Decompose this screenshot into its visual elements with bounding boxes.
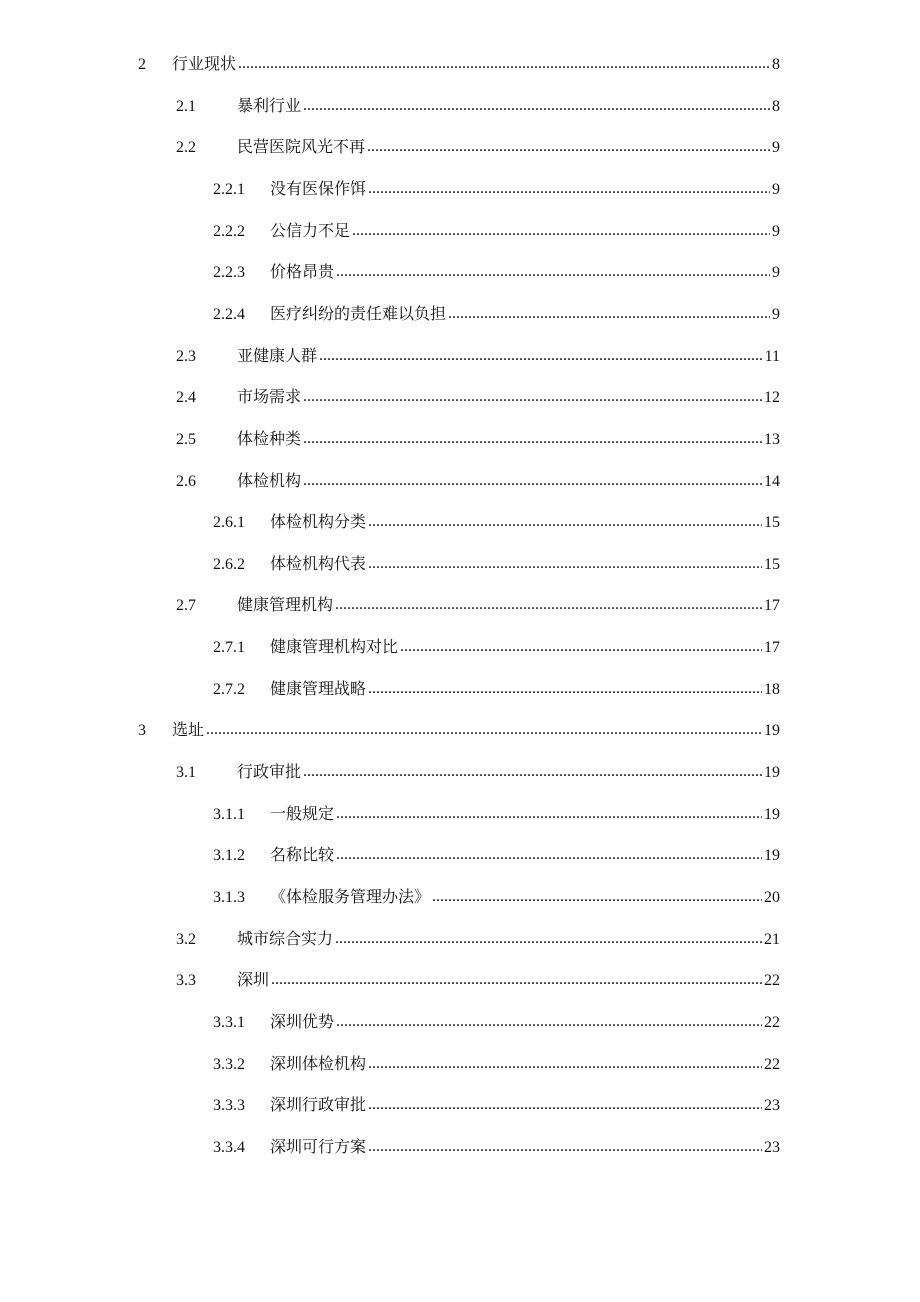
toc-entry-page-number: 9 — [772, 264, 780, 281]
toc-entry-number: 2.7 — [176, 597, 196, 614]
toc-entry[interactable] — [213, 1051, 780, 1079]
toc-entry[interactable] — [213, 676, 780, 704]
toc-entry-number: 3.1.1 — [213, 806, 245, 823]
toc-entry-number: 2.5 — [176, 431, 196, 448]
toc-entry-title: 民营医院风光不再 — [237, 139, 366, 156]
toc-entry-page-number: 19 — [764, 722, 780, 739]
toc-dot-leader — [303, 425, 762, 453]
toc-entry-page-number: 14 — [764, 473, 780, 490]
toc-entry-number: 2.2.4 — [213, 306, 245, 323]
toc-dot-leader — [271, 966, 762, 994]
toc-entry[interactable] — [176, 759, 780, 787]
toc-entry-title: 深圳行政审批 — [270, 1097, 367, 1114]
toc-entry-title: 公信力不足 — [270, 223, 351, 240]
toc-entry-page-number: 19 — [764, 847, 780, 864]
toc-entry-page-number: 8 — [772, 98, 780, 115]
toc-entry-number: 2.2.2 — [213, 223, 245, 240]
toc-entry[interactable] — [213, 1009, 780, 1037]
toc-entry-title: 健康管理机构对比 — [270, 639, 399, 656]
toc-entry-title: 暴利行业 — [237, 98, 302, 115]
toc-entry-title: 城市综合实力 — [237, 931, 334, 948]
toc-entry-number: 2.6.1 — [213, 514, 245, 531]
toc-entry-page-number: 8 — [772, 56, 780, 73]
toc-entry-number: 2 — [138, 56, 146, 73]
toc-entry-number: 2.2.3 — [213, 264, 245, 281]
toc-entry-page-number: 13 — [764, 431, 780, 448]
toc-entry-number: 2.7.2 — [213, 681, 245, 698]
toc-entry[interactable] — [138, 717, 780, 745]
toc-dot-leader — [368, 175, 770, 203]
toc-entry[interactable] — [176, 426, 780, 454]
toc-entry-title: 选址 — [172, 722, 205, 739]
toc-entry-page-number: 9 — [772, 306, 780, 323]
toc-entry[interactable] — [213, 1134, 780, 1162]
toc-dot-leader — [336, 800, 762, 828]
toc-dot-leader — [368, 1050, 762, 1078]
toc-entry-page-number: 15 — [764, 514, 780, 531]
toc-dot-leader — [400, 633, 762, 661]
toc-dot-leader — [336, 258, 770, 286]
toc-entry-number: 3.1.3 — [213, 889, 245, 906]
toc-entry-title: 市场需求 — [237, 389, 302, 406]
toc-entry[interactable] — [176, 592, 780, 620]
toc-entry-page-number: 12 — [764, 389, 780, 406]
toc-entry-title: 深圳体检机构 — [270, 1056, 367, 1073]
toc-entry[interactable] — [213, 301, 780, 329]
toc-entry-page-number: 23 — [764, 1139, 780, 1156]
toc-dot-leader — [336, 841, 762, 869]
toc-entry-page-number: 17 — [764, 597, 780, 614]
toc-dot-leader — [335, 591, 762, 619]
toc-entry[interactable] — [213, 1092, 780, 1120]
toc-dot-leader — [367, 133, 770, 161]
toc-entry-number: 3.3 — [176, 972, 196, 989]
toc-entry[interactable] — [213, 551, 780, 579]
toc-entry[interactable] — [213, 509, 780, 537]
toc-entry[interactable] — [176, 468, 780, 496]
toc-dot-leader — [238, 50, 770, 78]
toc-entry-title: 健康管理战略 — [270, 681, 367, 698]
toc-entry-title: 体检机构分类 — [270, 514, 367, 531]
toc-dot-leader — [303, 467, 762, 495]
toc-dot-leader — [352, 217, 770, 245]
toc-entry-title: 深圳 — [237, 972, 270, 989]
toc-entry[interactable] — [213, 634, 780, 662]
toc-dot-leader — [368, 1133, 762, 1161]
toc-entry-number: 3.1.2 — [213, 847, 245, 864]
toc-entry[interactable] — [176, 384, 780, 412]
toc-entry[interactable] — [213, 842, 780, 870]
toc-entry-page-number: 15 — [764, 556, 780, 573]
toc-entry[interactable] — [176, 343, 780, 371]
toc-entry-number: 2.6 — [176, 473, 196, 490]
toc-entry-page-number: 11 — [764, 348, 780, 365]
toc-entry-number: 3 — [138, 722, 146, 739]
toc-entry-page-number: 22 — [764, 1056, 780, 1073]
toc-entry-number: 2.3 — [176, 348, 196, 365]
toc-entry-title: 健康管理机构 — [237, 597, 334, 614]
toc-dot-leader — [432, 883, 762, 911]
toc-dot-leader — [303, 383, 762, 411]
toc-entry[interactable] — [176, 926, 780, 954]
toc-entry-number: 3.1 — [176, 764, 196, 781]
toc-entry-page-number: 21 — [764, 931, 780, 948]
toc-entry[interactable] — [213, 801, 780, 829]
toc-entry-page-number: 20 — [764, 889, 780, 906]
toc-entry[interactable] — [213, 218, 780, 246]
toc-entry-title: 行政审批 — [237, 764, 302, 781]
toc-entry-title: 体检种类 — [237, 431, 302, 448]
toc-entry-page-number: 19 — [764, 806, 780, 823]
toc-entry-title: 医疗纠纷的责任难以负担 — [270, 306, 447, 323]
toc-entry-title: 价格昂贵 — [270, 264, 335, 281]
toc-entry-title: 没有医保作饵 — [270, 181, 367, 198]
toc-dot-leader — [319, 342, 763, 370]
toc-entry-number: 3.3.1 — [213, 1014, 245, 1031]
toc-entry-number: 2.2.1 — [213, 181, 245, 198]
toc-dot-leader — [368, 508, 762, 536]
toc-entry-page-number: 9 — [772, 139, 780, 156]
toc-entry-number: 2.1 — [176, 98, 196, 115]
toc-entry-title: 行业现状 — [172, 56, 237, 73]
toc-dot-leader — [303, 92, 770, 120]
toc-entry-number: 3.3.2 — [213, 1056, 245, 1073]
toc-dot-leader — [368, 550, 762, 578]
toc-entry-page-number: 18 — [764, 681, 780, 698]
toc-entry-title: 深圳优势 — [270, 1014, 335, 1031]
toc-entry-number: 2.2 — [176, 139, 196, 156]
toc-entry[interactable] — [213, 884, 780, 912]
toc-entry[interactable] — [138, 51, 780, 79]
toc-entry-number: 3.3.3 — [213, 1097, 245, 1114]
toc-entry[interactable] — [213, 176, 780, 204]
toc-entry-title: 《体检服务管理办法》 — [270, 889, 431, 906]
toc-entry-title: 亚健康人群 — [237, 348, 318, 365]
toc-entry-page-number: 22 — [764, 972, 780, 989]
toc-entry-number: 2.6.2 — [213, 556, 245, 573]
toc-dot-leader — [368, 675, 762, 703]
toc-entry-title: 名称比较 — [270, 847, 335, 864]
toc-entry-page-number: 23 — [764, 1097, 780, 1114]
toc-entry-number: 2.7.1 — [213, 639, 245, 656]
toc-entry-title: 体检机构 — [237, 473, 302, 490]
toc-entry-title: 深圳可行方案 — [270, 1139, 367, 1156]
toc-entry-title: 体检机构代表 — [270, 556, 367, 573]
toc-entry-number: 3.3.4 — [213, 1139, 245, 1156]
toc-entry-page-number: 17 — [764, 639, 780, 656]
toc-entry[interactable] — [213, 259, 780, 287]
toc-dot-leader — [335, 925, 762, 953]
toc-entry-page-number: 19 — [764, 764, 780, 781]
toc-dot-leader — [206, 716, 762, 744]
toc-entry-page-number: 9 — [772, 181, 780, 198]
toc-entry-title: 一般规定 — [270, 806, 335, 823]
toc-dot-leader — [448, 300, 770, 328]
toc-entry-page-number: 9 — [772, 223, 780, 240]
toc-dot-leader — [368, 1091, 762, 1119]
toc-dot-leader — [303, 758, 762, 786]
toc-entry[interactable] — [176, 134, 780, 162]
toc-entry-number: 2.4 — [176, 389, 196, 406]
toc-entry-number: 3.2 — [176, 931, 196, 948]
toc-entry[interactable] — [176, 93, 780, 121]
toc-entry-page-number: 22 — [764, 1014, 780, 1031]
toc-dot-leader — [336, 1008, 762, 1036]
toc-entry[interactable] — [176, 967, 780, 995]
